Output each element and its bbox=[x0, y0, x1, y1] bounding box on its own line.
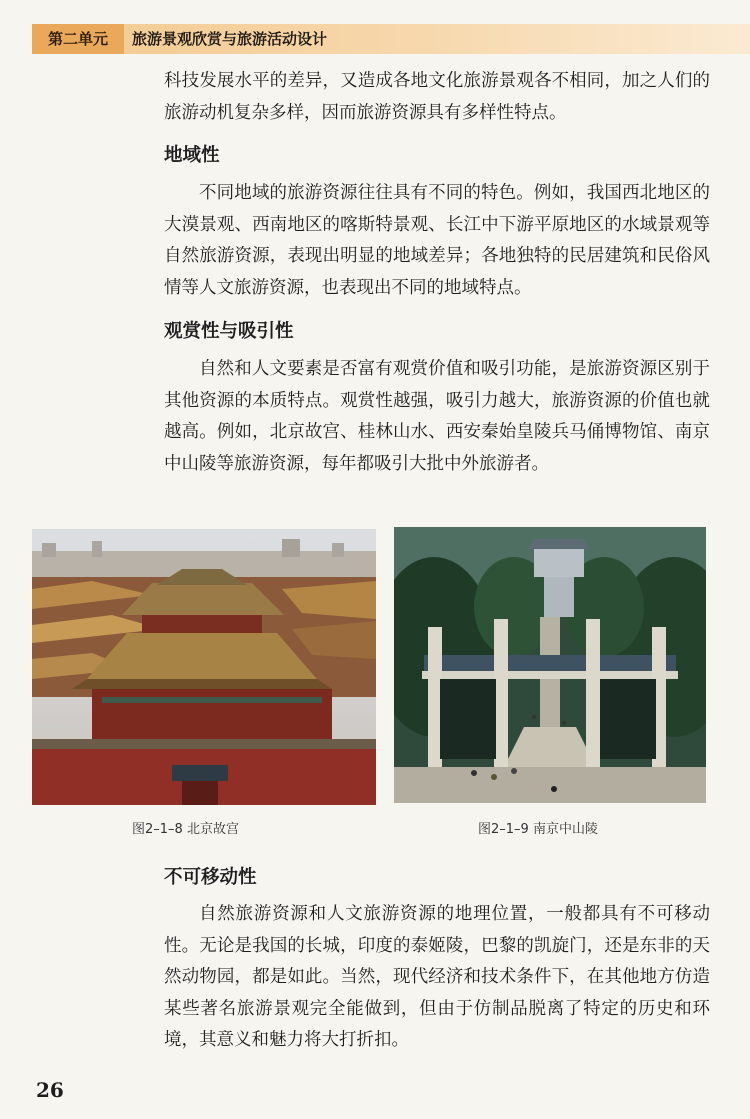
chapter-header-bar bbox=[32, 24, 750, 54]
section-heading-immovability: 不可移动性 bbox=[164, 867, 257, 888]
section-text-immovability: 自然旅游资源和人文旅游资源的地理位置，一般都具有不可移动性。无论是我国的长城，印度的泰姬陵，巴黎的凯旋门，还是东非的天然动物园，都是如此。当然，现代经济和技术条件下，在其他地方仿造某些著名旅游景观完全能做到，但由于仿制品脱离了特定的历史和环境，其意义和魅力将大打折扣。 bbox=[164, 904, 710, 1050]
chapter-title: 旅游景观欣赏与旅游活动设计 bbox=[132, 30, 328, 48]
page-number: 26 bbox=[36, 1078, 64, 1102]
forbidden-city-photo bbox=[32, 529, 376, 805]
intro-paragraph: 科技发展水平的差异，又造成各地文化旅游景观各不相同，加之人们的旅游动机复杂多样，因而旅游资源具有多样性特点。 bbox=[164, 71, 710, 123]
figure-caption-mausoleum: 图2–1–9 南京中山陵 bbox=[478, 822, 598, 837]
section-text-regional: 不同地域的旅游资源往往具有不同的特色。例如，我国西北地区的大漠景观、西南地区的喀斯特景观、长江中下游平原地区的水域景观等自然旅游资源，表现出明显的地域差异；各地独特的民居建筑和民俗风情等人文旅游资源，也表现出不同的地域特点。 bbox=[164, 183, 710, 298]
figure-caption-forbidden-city: 图2–1–8 北京故宫 bbox=[132, 822, 239, 837]
section-heading-attraction: 观赏性与吸引性 bbox=[164, 321, 294, 342]
sun-yat-sen-mausoleum-photo bbox=[394, 527, 706, 803]
section-text-attraction: 自然和人文要素是否富有观赏价值和吸引功能，是旅游资源区别于其他资源的本质特点。观赏性越强，吸引力越大，旅游资源的价值也就越高。例如，北京故宫、桂林山水、西安秦始皇陵兵马俑博物馆、南京中山陵等旅游资源，每年都吸引大批中外旅游者。 bbox=[164, 359, 710, 474]
unit-label: 第二单元 bbox=[32, 24, 124, 54]
section-heading-regional: 地域性 bbox=[164, 145, 220, 166]
